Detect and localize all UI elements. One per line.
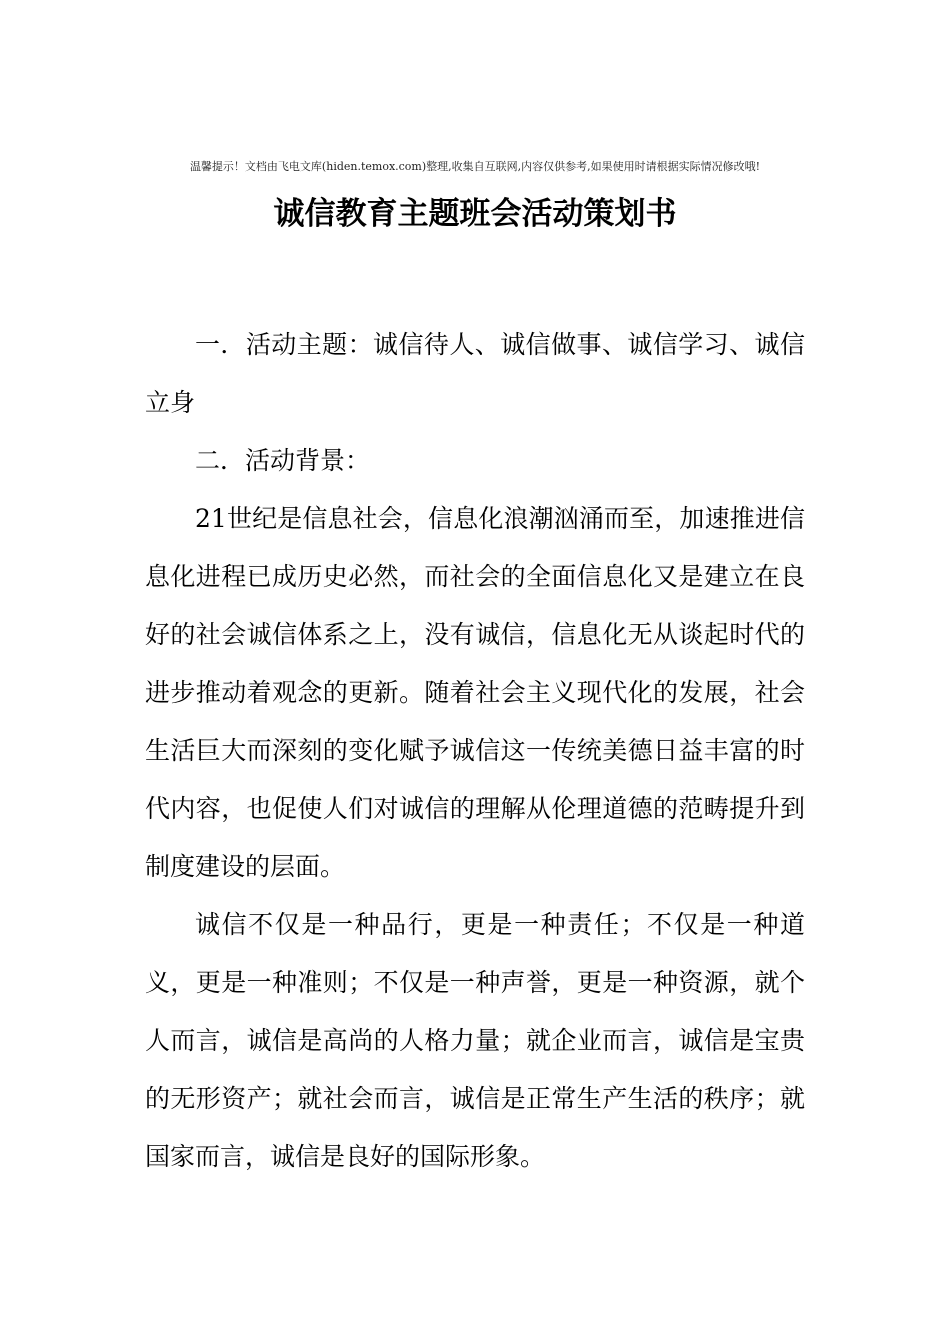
download-notice: 温馨提示！文档由飞电文库(hiden.temox.com)整理,收集自互联网,内容仅供参考,如果使用时请根据实际情况修改哦! bbox=[189, 160, 761, 173]
integrity-paragraph: 诚信不仅是一种品行，更是一种责任；不仅是一种道义，更是一种准则；不仅是一种声誉，更是一种资源，就个人而言，诚信是高尚的人格力量；就企业而言，诚信是宝贵的无形资产；就社会而言，诚信是正常生产生活的秩序；就国家而言，诚信是良好的国际形象。 bbox=[145, 910, 805, 1171]
section-theme-paragraph: 一．活动主题：诚信待人、诚信做事、诚信学习、诚信立身 bbox=[145, 330, 805, 417]
document-title: 诚信教育主题班会活动策划书 bbox=[273, 196, 677, 232]
section-background-heading: 二．活动背景： bbox=[195, 446, 371, 475]
background-paragraph: 21世纪是信息社会，信息化浪潮汹涌而至，加速推进信息化进程已成历史必然，而社会的全面信息化又是建立在良好的社会诚信体系之上，没有诚信，信息化无从谈起时代的进步推动着观念的更新。随着社会主义现代化的发展，社会生活巨大而深刻的变化赋予诚信这一传统美德日益丰富的时代内容，也促使人们对诚信的理解从伦理道德的范畴提升到制度建设的层面。 bbox=[145, 504, 805, 881]
document-body bbox=[145, 316, 805, 1186]
